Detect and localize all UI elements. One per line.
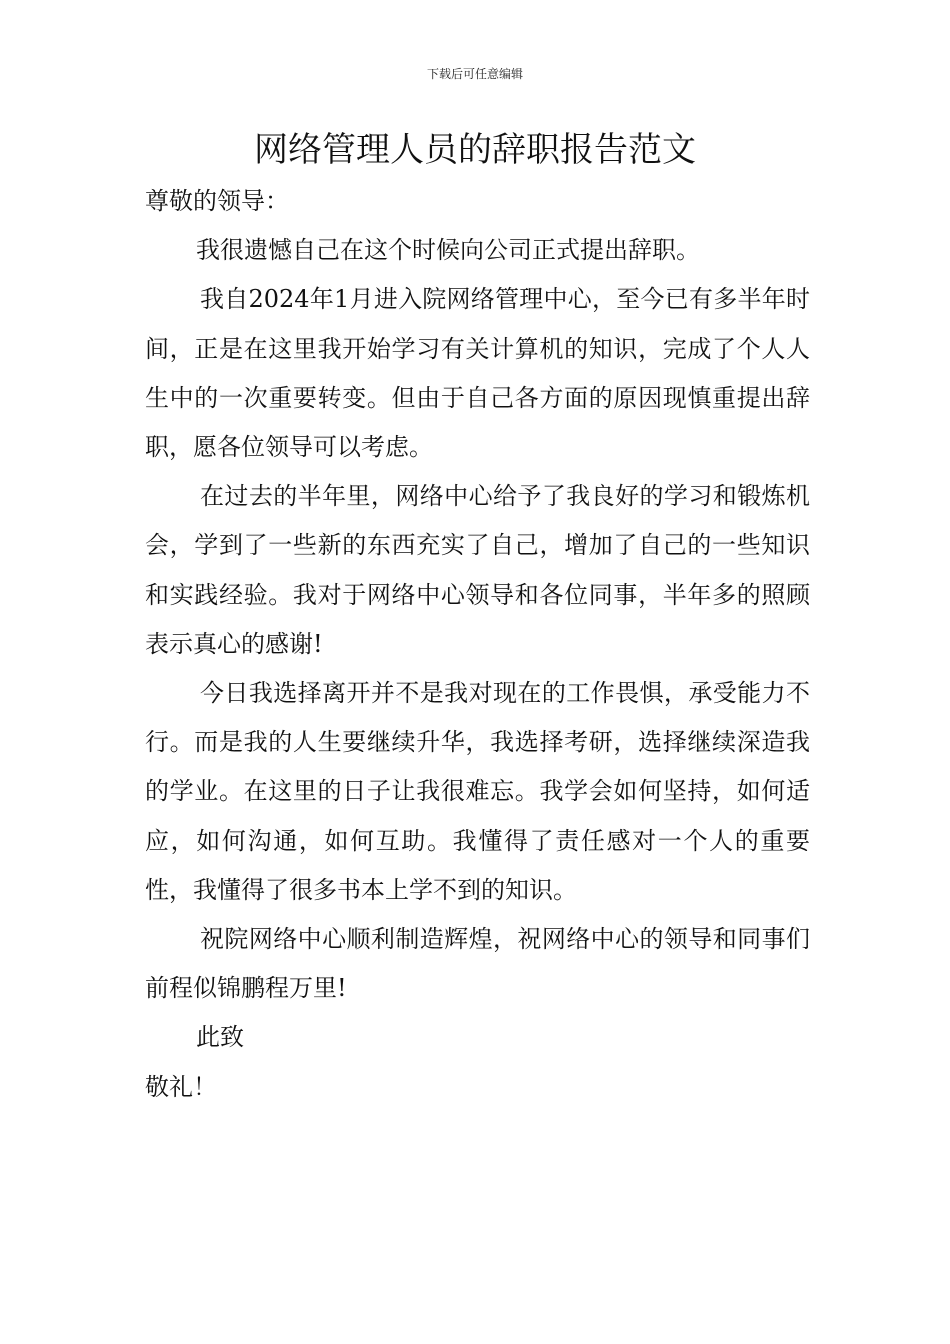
header-note: 下载后可任意编辑 xyxy=(426,67,523,81)
salutation: 尊敬的领导： xyxy=(145,187,289,215)
paragraph-5: 祝院网络中心顺利制造辉煌，祝网络中心的领导和同事们前程似锦鹏程万里! xyxy=(145,925,810,1003)
paragraph-4: 今日我选择离开并不是我对现在的工作畏惧，承受能力不行。而是我的人生要继续升华，我选择考研，选择继续深造我的学业。在这里的日子让我很难忘。我学会如何坚持，如何适应，如何沟通，如何互助。我懂得了责任感对一个人的重要性，我懂得了很多书本上学不到的知识。 xyxy=(145,679,810,904)
regards: 敬礼！ xyxy=(145,1072,217,1101)
closing: 此致 xyxy=(196,1023,244,1052)
document-body xyxy=(145,177,810,1112)
paragraph-1: 我很遗憾自己在这个时候向公司正式提出辞职。 xyxy=(196,236,700,265)
paragraph-2: 我自2024年1月进入院网络管理中心，至今已有多半年时间，正是在这里我开始学习有关计算机的知识，完成了个人人生中的一次重要转变。但由于自己各方面的原因现慎重提出辞职，愿各位领导可以考虑。 xyxy=(145,285,810,462)
document-title: 网络管理人员的辞职报告范文 xyxy=(254,130,696,170)
paragraph-3: 在过去的半年里，网络中心给予了我良好的学习和锻炼机会，学到了一些新的东西充实了自己，增加了自己的一些知识和实践经验。我对于网络中心领导和各位同事，半年多的照顾表示真心的感谢! xyxy=(145,482,810,658)
